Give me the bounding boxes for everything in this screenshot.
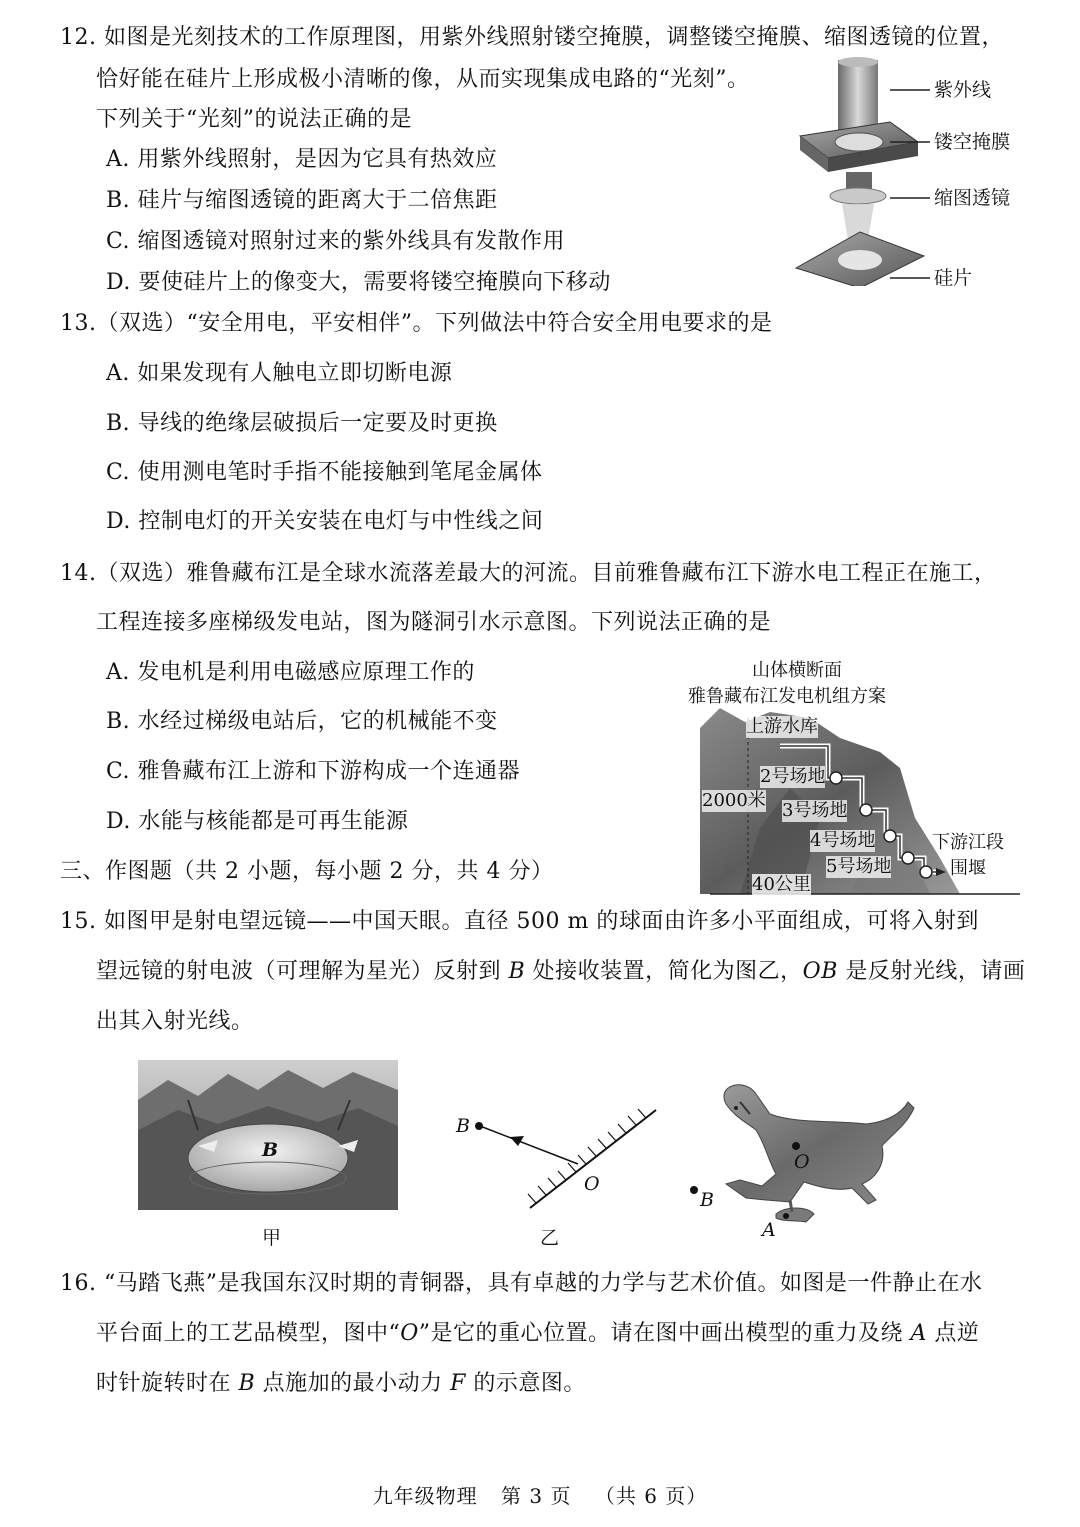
q13-option-c: C. 使用测电笔时手指不能接触到笔尾金属体 (106, 460, 543, 485)
reflection-diagram (470, 1102, 660, 1212)
q13-option-d: D. 控制电灯的开关安装在电灯与中性线之间 (106, 509, 544, 534)
q12-option-b: B. 硅片与缩图透镜的距离大于二倍焦距 (106, 188, 498, 213)
q16-stem-line3: 时针旋转时在 B 点施加的最小动力 F 的示意图。 (96, 1371, 586, 1396)
q16-stem-line1: 16. “马踏飞燕”是我国东汉时期的青铜器，具有卓越的力学与艺术价值。如图是一件静止在水 (60, 1271, 983, 1296)
label-lens: 缩图透镜 (934, 187, 1011, 209)
hydro-title-1: 山体横断面 (752, 660, 842, 681)
horse-label-b: B (700, 1189, 714, 1211)
hydro-site-5: 5号场地 (826, 856, 892, 877)
hydro-site-4: 4号场地 (810, 830, 876, 851)
hydro-lower-river: 下游江段 (932, 832, 1004, 853)
hydro-site-3: 3号场地 (782, 800, 848, 821)
q13-stem: 13.（双选）“安全用电，平安相伴”。下列做法中符合安全用电要求的是 (60, 311, 773, 336)
reflection-label-b: B (456, 1115, 470, 1137)
footer-total-pages: （共 6 页） (594, 1484, 708, 1508)
q14-option-d: D. 水能与核能都是可再生能源 (106, 809, 409, 834)
footer-subject: 九年级物理 (372, 1484, 478, 1508)
bronze-horse-figure (686, 1074, 936, 1244)
q15-stem-line3: 出其入射光线。 (96, 1009, 254, 1034)
footer-page-number: 第 3 页 (501, 1484, 572, 1508)
q12-option-d: D. 要使硅片上的像变大，需要将镂空掩膜向下移动 (106, 270, 611, 295)
label-ultraviolet: 紫外线 (934, 79, 992, 101)
caption-yi: 乙 (540, 1227, 560, 1249)
hydro-title-2: 雅鲁藏布江发电机组方案 (688, 686, 886, 707)
hydro-cofferdam: 围堰 (950, 858, 986, 879)
hydro-height-label: 2000米 (702, 790, 766, 811)
q15-stem-line1: 15. 如图甲是射电望远镜——中国天眼。直径 500 m 的球面由许多小平面组成，可将入射到 (60, 909, 979, 934)
reflection-label-o: O (584, 1173, 600, 1195)
fast-label-b: B (262, 1139, 279, 1161)
horse-label-o: O (794, 1151, 810, 1173)
hydro-upper-reservoir: 上游水库 (746, 716, 818, 737)
q16-stem-line2: 平台面上的工艺品模型，图中“O”是它的重心位置。请在图中画出模型的重力及绕 A 点逆 (96, 1321, 980, 1346)
caption-jia: 甲 (262, 1227, 282, 1249)
page-footer (0, 1480, 1080, 1509)
label-wafer: 硅片 (934, 267, 973, 289)
q13-option-b: B. 导线的绝缘层破损后一定要及时更换 (106, 411, 498, 436)
q15-stem-line2: 望远镜的射电波（可理解为星光）反射到 B 处接收装置，简化为图乙，OB 是反射光线，请画 (96, 959, 1026, 984)
lithography-leader-lines (890, 80, 930, 290)
section-3-heading: 三、作图题（共 2 小题，每小题 2 分，共 4 分） (60, 859, 554, 884)
label-mask: 镂空掩膜 (934, 131, 1011, 153)
q12-stem-line1: 12. 如图是光刻技术的工作原理图，用紫外线照射镂空掩膜，调整镂空掩膜、缩图透镜的位置， (60, 25, 1004, 50)
q12-stem-line3: 下列关于“光刻”的说法正确的是 (96, 107, 412, 132)
q12-option-a: A. 用紫外线照射，是因为它具有热效应 (106, 147, 498, 172)
hydro-site-2: 2号场地 (760, 766, 826, 787)
q14-stem-line1: 14.（双选）雅鲁藏布江是全球水流落差最大的河流。目前雅鲁藏布江下游水电工程正在施工， (60, 561, 997, 586)
q12-option-c: C. 缩图透镜对照射过来的紫外线具有发散作用 (106, 229, 566, 254)
fast-telescope-photo (138, 1060, 398, 1210)
q14-option-b: B. 水经过梯级电站后，它的机械能不变 (106, 709, 498, 734)
q14-option-a: A. 发电机是利用电磁感应原理工作的 (106, 660, 475, 685)
q14-option-c: C. 雅鲁藏布江上游和下游构成一个连通器 (106, 759, 521, 784)
horse-label-a: A (762, 1219, 776, 1241)
q13-option-a: A. 如果发现有人触电立即切断电源 (106, 361, 453, 386)
q14-stem-line2: 工程连接多座梯级发电站，图为隧洞引水示意图。下列说法正确的是 (96, 610, 772, 635)
q12-stem-line2: 恰好能在硅片上形成极小清晰的像，从而实现集成电路的“光刻”。 (96, 67, 750, 92)
hydro-distance-label: 40公里 (752, 874, 811, 895)
